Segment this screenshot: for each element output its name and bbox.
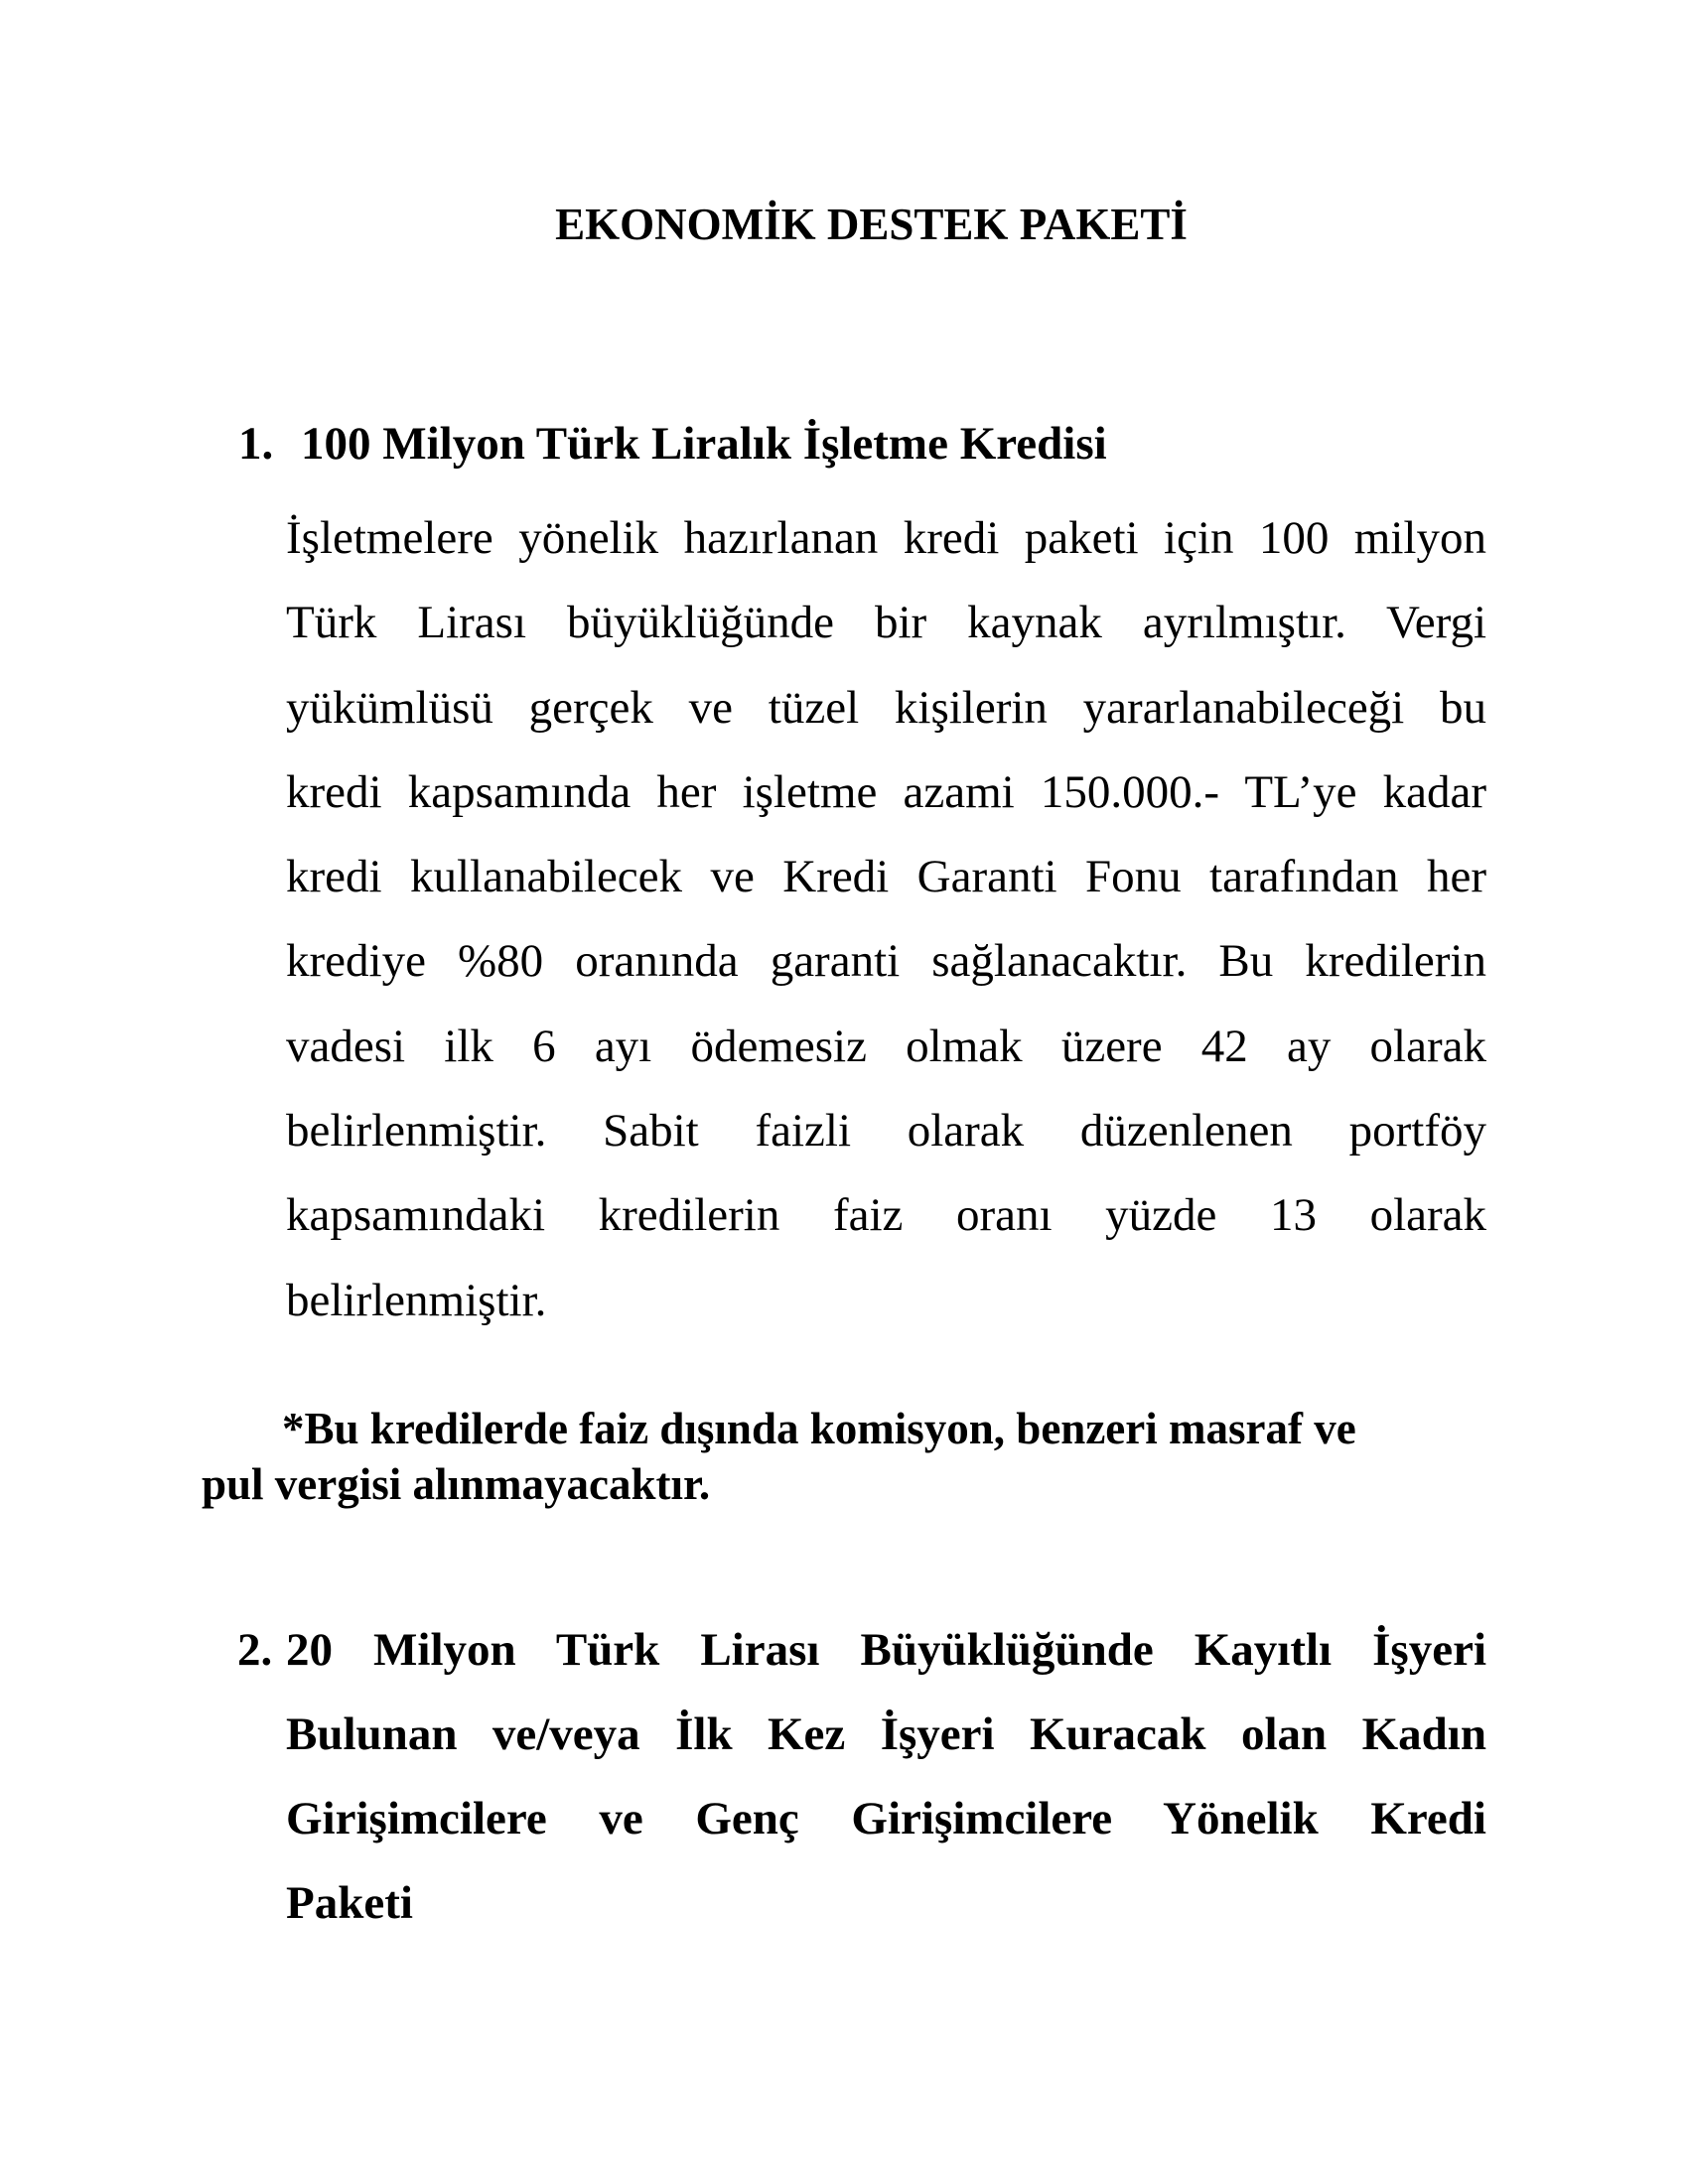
note-line: *Bu kredilerde faiz dışında komisyon, benzeri masraf ve [282, 1404, 1356, 1453]
body-line: vadesi ilk 6 ayı ödemesiz olmak üzere 42 ay olarak [286, 1020, 1486, 1072]
document-title: EKONOMİK DESTEK PAKETİ [555, 200, 1188, 249]
body-line: kapsamındaki kredilerin faiz oranı yüzde 13 olarak [286, 1189, 1486, 1242]
heading-line: Bulunan ve/veya İlk Kez İşyeri Kuracak olan Kadın [286, 1708, 1486, 1760]
body-line: belirlenmiştir. Sabit faizli olarak düzenlenen portföy [286, 1105, 1486, 1158]
body-line: yükümlüsü gerçek ve tüzel kişilerin yararlanabileceği bu [286, 681, 1486, 734]
body-line: Türk Lirası büyüklüğünde bir kaynak ayrılmıştır. Vergi [286, 597, 1486, 649]
section-1-heading: 100 Milyon Türk Liralık İşletme Kredisi [301, 418, 1107, 470]
section-1-note [202, 1401, 1488, 1512]
section-2-heading [286, 1620, 1486, 1958]
body-line: kredi kullanabilecek ve Kredi Garanti Fonu tarafından her [286, 851, 1486, 903]
section-2-number: 2. [237, 1624, 273, 1676]
body-line: kredi kapsamında her işletme azami 150.000.- TL’ye kadar [286, 765, 1486, 818]
section-1-number: 1. [238, 418, 274, 470]
heading-line: 20 Milyon Türk Lirası Büyüklüğünde Kayıtlı İşyeri [286, 1624, 1486, 1676]
body-line: İşletmelere yönelik hazırlanan kredi paketi için 100 milyon [286, 512, 1486, 564]
note-line: pul vergisi alınmayacaktır. [202, 1459, 711, 1509]
body-line: krediye %80 oranında garanti sağlanacaktır. Bu kredilerin [286, 935, 1486, 988]
heading-line: Paketi [286, 1877, 413, 1929]
heading-line: Girişimcilere ve Genç Girişimcilere Yönelik Kredi [286, 1793, 1486, 1844]
body-line: belirlenmiştir. [286, 1274, 547, 1326]
section-1-body [286, 496, 1486, 1343]
